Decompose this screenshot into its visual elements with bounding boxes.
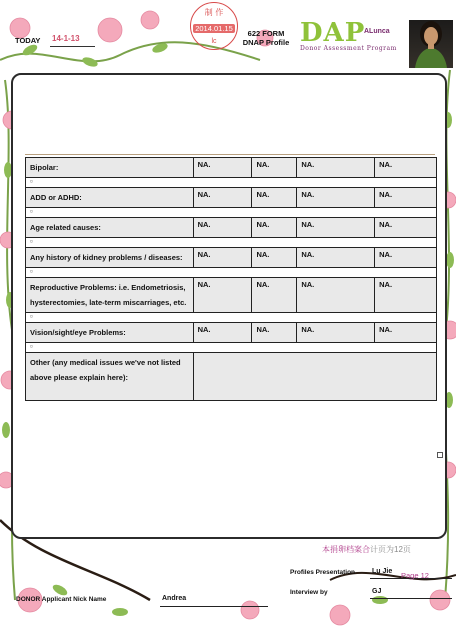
- spacer-cell: ¤: [26, 268, 437, 278]
- stamp-initials: lc: [211, 38, 217, 45]
- spacer-cell: ¤: [26, 343, 437, 353]
- spacer-cell: ¤: [26, 178, 437, 188]
- spacer-row: [26, 343, 437, 353]
- answer-cell[interactable]: NA.: [375, 278, 437, 313]
- answer-cell[interactable]: NA.: [193, 158, 252, 178]
- spacer-row: [26, 208, 437, 218]
- answer-cell[interactable]: NA.: [252, 218, 297, 238]
- page-header: [0, 0, 456, 70]
- table-row: [26, 188, 437, 208]
- answer-cell[interactable]: NA.: [193, 218, 252, 238]
- interview-by-value: GJ: [372, 588, 382, 595]
- approval-stamp: [190, 2, 238, 50]
- answer-cell[interactable]: NA.: [252, 278, 297, 313]
- condition-label: ADD or ADHD:: [26, 188, 194, 208]
- spacer-cell: ¤: [26, 208, 437, 218]
- other-issues-answer[interactable]: [193, 353, 436, 401]
- stamp-title: 制 作: [204, 8, 224, 17]
- answer-cell[interactable]: NA.: [297, 188, 375, 208]
- dap-logo: [300, 20, 408, 56]
- today-underline: [50, 46, 95, 47]
- note-text: 本捐卵档案合: [322, 545, 370, 554]
- spacer-cell: ¤: [26, 238, 437, 248]
- spacer-row: [26, 313, 437, 323]
- page-number: Page 12: [401, 571, 429, 580]
- answer-cell[interactable]: NA.: [193, 188, 252, 208]
- page-count-note: [322, 544, 411, 555]
- answer-cell[interactable]: NA.: [375, 248, 437, 268]
- table-row-other: [26, 353, 437, 401]
- table-row: [26, 323, 437, 343]
- table-row: [26, 278, 437, 313]
- condition-label: Age related causes:: [26, 218, 194, 238]
- form-name: DNAP Profile: [242, 38, 290, 47]
- nick-name-underline: [160, 606, 268, 607]
- resize-handle[interactable]: [437, 452, 443, 458]
- answer-cell[interactable]: NA.: [375, 188, 437, 208]
- other-issues-label: Other (any medical issues we've not listed above please explain here):: [26, 353, 194, 401]
- donor-photo: [409, 20, 453, 68]
- answer-cell[interactable]: NA.: [297, 218, 375, 238]
- content-divider: [25, 154, 435, 155]
- answer-cell[interactable]: NA.: [375, 323, 437, 343]
- note-pages: 计页为12页: [370, 545, 411, 554]
- spacer-cell: ¤: [26, 313, 437, 323]
- logo-super: ALunca: [364, 28, 390, 35]
- table-row: [26, 218, 437, 238]
- condition-label: Vision/sight/eye Problems:: [26, 323, 194, 343]
- spacer-row: [26, 178, 437, 188]
- table-row: [26, 248, 437, 268]
- answer-cell[interactable]: NA.: [375, 158, 437, 178]
- form-title: [236, 29, 296, 47]
- profiles-presentation-value: Lu Jie: [372, 568, 393, 575]
- answer-cell[interactable]: NA.: [297, 248, 375, 268]
- condition-label: Any history of kidney problems / diseases:: [26, 248, 194, 268]
- answer-cell[interactable]: NA.: [297, 158, 375, 178]
- medical-history-table: [25, 157, 437, 401]
- answer-cell[interactable]: NA.: [375, 218, 437, 238]
- nick-name-label: DONOR Applicant Nick Name: [16, 596, 107, 603]
- today-value: 14-1-13: [52, 34, 80, 43]
- answer-cell[interactable]: NA.: [252, 188, 297, 208]
- logo-subtitle: Donor Assessment Program: [300, 45, 397, 52]
- spacer-row: [26, 238, 437, 248]
- interview-by-label: Interview by: [290, 589, 328, 596]
- spacer-row: [26, 268, 437, 278]
- form-number: 622 FORM: [247, 29, 285, 38]
- stamp-date: 2014.01.15: [195, 24, 233, 33]
- condition-label: Reproductive Problems: i.e. Endometriosis, hysterectomies, late-term miscarriages, etc.: [26, 278, 194, 313]
- logo-word: DAP: [300, 18, 366, 48]
- answer-cell[interactable]: NA.: [252, 323, 297, 343]
- answer-cell[interactable]: NA.: [193, 323, 252, 343]
- answer-cell[interactable]: NA.: [252, 158, 297, 178]
- condition-label: Bipolar:: [26, 158, 194, 178]
- answer-cell[interactable]: NA.: [297, 323, 375, 343]
- answer-cell[interactable]: NA.: [297, 278, 375, 313]
- today-label: TODAY: [15, 36, 41, 45]
- answer-cell[interactable]: NA.: [193, 278, 252, 313]
- nick-name-value: Andrea: [162, 595, 187, 602]
- interview-underline: [370, 598, 452, 599]
- profiles-presentation-label: Profiles Presentation: [290, 569, 356, 576]
- table-row: [26, 158, 437, 178]
- answer-cell[interactable]: NA.: [193, 248, 252, 268]
- answer-cell[interactable]: NA.: [252, 248, 297, 268]
